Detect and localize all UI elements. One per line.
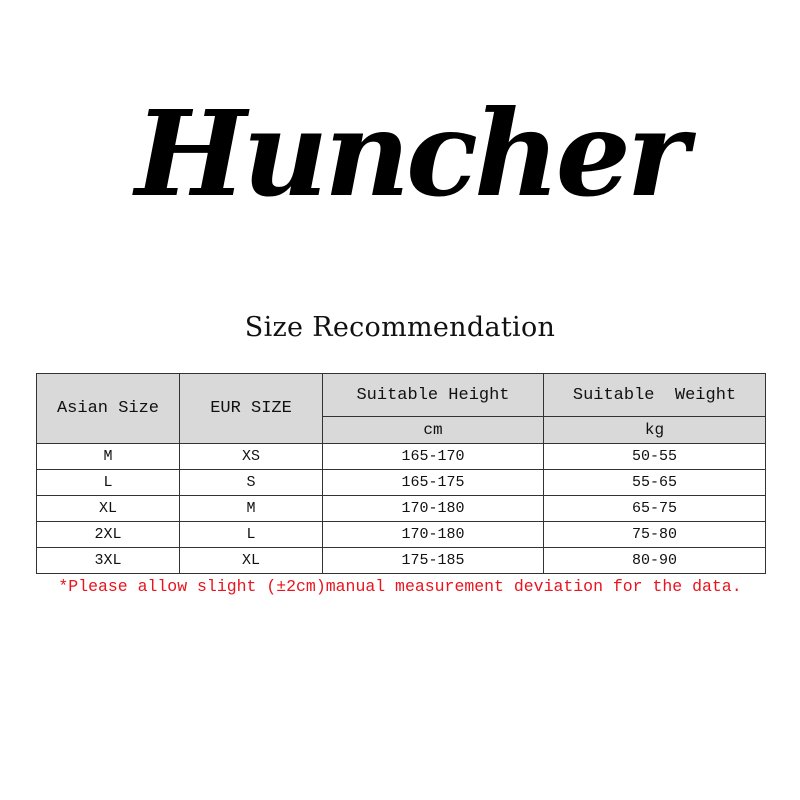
cell-height: 170-180: [323, 522, 544, 548]
header-height-unit: cm: [323, 417, 544, 444]
table-row: [37, 548, 766, 574]
header-weight-unit: kg: [544, 417, 766, 444]
brand-logo-text: Huncher: [135, 84, 685, 223]
cell-eur-size: XL: [180, 548, 323, 574]
table-row: [37, 496, 766, 522]
table-row: [37, 444, 766, 470]
table-row: [37, 470, 766, 496]
table-row: [37, 522, 766, 548]
measurement-note: *Please allow slight (±2cm)manual measurement deviation for the data.: [58, 577, 742, 596]
table-header-row: [37, 374, 766, 417]
header-suitable-weight: Suitable Weight: [544, 374, 766, 417]
cell-height: 175-185: [323, 548, 544, 574]
cell-asian-size: 3XL: [37, 548, 180, 574]
cell-asian-size: M: [37, 444, 180, 470]
cell-weight: 80-90: [544, 548, 766, 574]
header-eur-size: EUR SIZE: [180, 374, 323, 444]
cell-height: 170-180: [323, 496, 544, 522]
cell-weight: 75-80: [544, 522, 766, 548]
cell-weight: 65-75: [544, 496, 766, 522]
cell-asian-size: 2XL: [37, 522, 180, 548]
page-title: Size Recommendation: [244, 312, 556, 343]
brand-logo-wordmark: [110, 60, 710, 260]
cell-height: 165-170: [323, 444, 544, 470]
cell-eur-size: S: [180, 470, 323, 496]
cell-eur-size: M: [180, 496, 323, 522]
cell-weight: 55-65: [544, 470, 766, 496]
size-table: [36, 373, 766, 574]
header-suitable-height: Suitable Height: [323, 374, 544, 417]
cell-height: 165-175: [323, 470, 544, 496]
header-asian-size: Asian Size: [37, 374, 180, 444]
cell-eur-size: L: [180, 522, 323, 548]
cell-weight: 50-55: [544, 444, 766, 470]
cell-asian-size: XL: [37, 496, 180, 522]
cell-asian-size: L: [37, 470, 180, 496]
brand-logo: [110, 60, 710, 260]
cell-eur-size: XS: [180, 444, 323, 470]
